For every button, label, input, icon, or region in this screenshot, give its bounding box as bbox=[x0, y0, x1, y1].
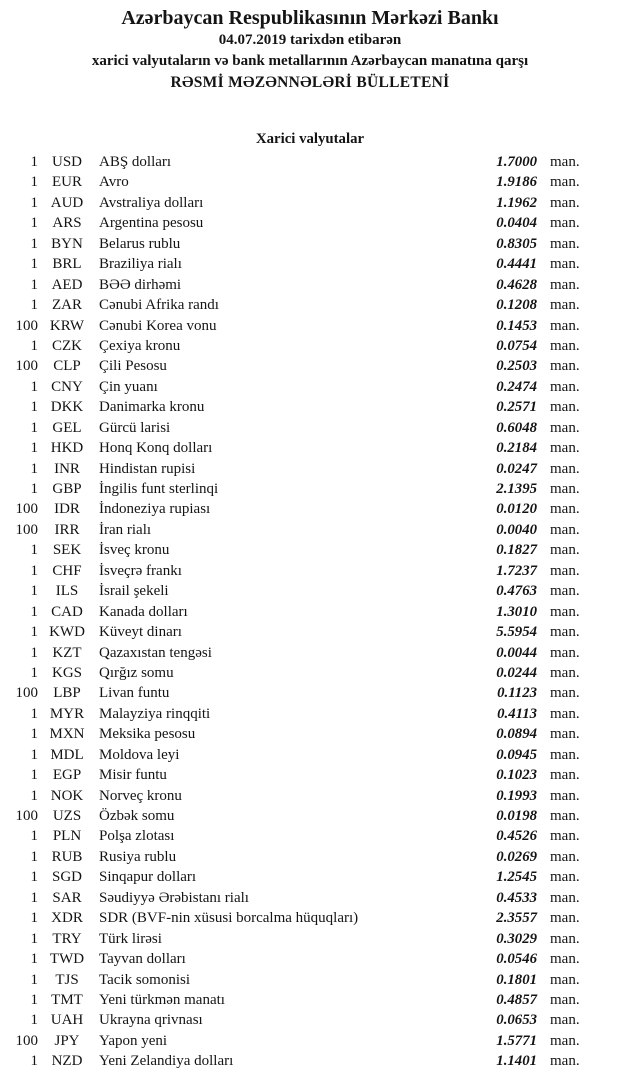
unit-label: man. bbox=[550, 603, 580, 620]
table-row bbox=[0, 704, 620, 724]
unit-label: man. bbox=[550, 1012, 580, 1029]
quantity-value: 1 bbox=[30, 419, 38, 436]
quantity-value: 1 bbox=[30, 194, 38, 211]
currency-name: Kanada dolları bbox=[99, 603, 188, 620]
currency-code: UAH bbox=[50, 1012, 84, 1029]
table-row bbox=[0, 806, 620, 826]
unit-label: man. bbox=[550, 644, 580, 661]
unit-label: man. bbox=[550, 1053, 580, 1070]
currency-name: Rusiya rublu bbox=[99, 848, 177, 865]
unit-label: man. bbox=[550, 276, 580, 293]
currency-name: Çin yuanı bbox=[99, 378, 158, 395]
unit-label: man. bbox=[550, 664, 580, 681]
quantity-value: 1 bbox=[30, 951, 38, 968]
unit-label: man. bbox=[550, 787, 580, 804]
quantity-value: 1 bbox=[30, 276, 38, 293]
table-row bbox=[0, 643, 620, 663]
unit-label: man. bbox=[550, 174, 580, 191]
rate-value: 1.3010 bbox=[496, 603, 537, 620]
unit-label: man. bbox=[550, 317, 580, 334]
currency-name: Cənubi Afrika randı bbox=[99, 297, 219, 314]
rate-value: 0.6048 bbox=[496, 419, 537, 436]
quantity-value: 1 bbox=[30, 481, 38, 497]
unit-label: man. bbox=[550, 808, 580, 824]
unit-label: man. bbox=[550, 562, 580, 579]
currency-name: Honq Konq dolları bbox=[99, 440, 213, 457]
currency-code: BYN bbox=[51, 235, 83, 252]
unit-label: man. bbox=[550, 154, 580, 170]
exchange-rates-table bbox=[0, 152, 620, 1072]
rate-value: 0.4526 bbox=[496, 828, 537, 845]
rate-value: 0.4763 bbox=[496, 583, 537, 600]
rate-value: 2.3557 bbox=[496, 910, 537, 927]
unit-label: man. bbox=[550, 726, 580, 743]
table-row bbox=[0, 765, 620, 785]
table-row bbox=[0, 152, 620, 172]
quantity-value: 1 bbox=[30, 583, 38, 600]
currency-code: CAD bbox=[51, 603, 83, 620]
rate-value: 0.4533 bbox=[496, 889, 537, 906]
rate-value: 0.1023 bbox=[496, 767, 537, 784]
table-row bbox=[0, 499, 620, 519]
rate-value: 0.3029 bbox=[496, 930, 537, 947]
currency-code: JPY bbox=[54, 1032, 80, 1049]
currency-name: Özbək somu bbox=[99, 808, 175, 824]
header-subtitle: xarici valyutaların və bank metallarının Azərbaycan manatına qarşı bbox=[91, 53, 529, 69]
quantity-value: 1 bbox=[30, 910, 38, 927]
table-row bbox=[0, 847, 620, 867]
currency-code: CZK bbox=[52, 337, 82, 354]
table-row bbox=[0, 459, 620, 479]
rate-value: 1.9186 bbox=[496, 174, 537, 191]
rate-value: 0.2503 bbox=[496, 358, 537, 375]
rate-value: 0.4857 bbox=[496, 991, 537, 1008]
currency-name: Yeni türkmən manatı bbox=[99, 991, 225, 1008]
rate-value: 0.0044 bbox=[496, 644, 537, 661]
currency-code: SAR bbox=[52, 889, 82, 906]
unit-label: man. bbox=[550, 1032, 580, 1049]
unit-label: man. bbox=[550, 705, 580, 722]
rate-value: 0.2474 bbox=[496, 378, 537, 395]
unit-label: man. bbox=[550, 399, 580, 416]
currency-name: Tacik somonisi bbox=[99, 971, 191, 988]
unit-label: man. bbox=[550, 869, 580, 886]
table-row bbox=[0, 888, 620, 908]
unit-label: man. bbox=[550, 337, 580, 354]
currency-name: Braziliya rialı bbox=[99, 256, 182, 273]
unit-label: man. bbox=[550, 215, 580, 232]
currency-code: ILS bbox=[55, 583, 79, 600]
rate-value: 0.0754 bbox=[496, 337, 537, 354]
rate-value: 0.0269 bbox=[496, 848, 537, 865]
quantity-value: 1 bbox=[30, 787, 38, 804]
table-row bbox=[0, 193, 620, 213]
currency-code: AUD bbox=[50, 194, 84, 211]
bulletin-title: RƏSMİ MƏZƏNNƏLƏRİ BÜLLETENİ bbox=[170, 74, 450, 91]
table-row bbox=[0, 826, 620, 846]
rate-value: 0.8305 bbox=[496, 235, 537, 252]
currency-name: Belarus rublu bbox=[99, 235, 181, 252]
currency-name: Çili Pesosu bbox=[99, 358, 167, 375]
currency-name: İsrail şekeli bbox=[99, 583, 169, 600]
quantity-value: 1 bbox=[30, 848, 38, 865]
table-row bbox=[0, 540, 620, 560]
currency-code: BRL bbox=[52, 256, 82, 273]
quantity-value: 1 bbox=[30, 930, 38, 947]
table-row bbox=[0, 377, 620, 397]
currency-name: Misir funtu bbox=[99, 767, 167, 784]
currency-code: MYR bbox=[49, 705, 85, 722]
section-title-foreign-currencies: Xarici valyutalar bbox=[255, 131, 365, 147]
currency-name: Livan funtu bbox=[99, 685, 170, 702]
unit-label: man. bbox=[550, 951, 580, 968]
currency-code: MXN bbox=[49, 726, 85, 743]
table-row bbox=[0, 336, 620, 356]
currency-code: XDR bbox=[51, 910, 83, 927]
table-row bbox=[0, 786, 620, 806]
quantity-value: 1 bbox=[30, 746, 38, 763]
quantity-value: 1 bbox=[30, 767, 38, 784]
rate-value: 0.0040 bbox=[496, 521, 537, 538]
rate-value: 0.0198 bbox=[496, 808, 537, 824]
bank-name-title: Azərbaycan Respublikasının Mərkəzi Bankı bbox=[121, 7, 499, 29]
unit-label: man. bbox=[550, 848, 580, 865]
currency-name: Yeni Zelandiya dolları bbox=[99, 1053, 234, 1070]
table-row bbox=[0, 479, 620, 499]
currency-code: IDR bbox=[54, 501, 80, 518]
currency-code: EUR bbox=[52, 174, 82, 191]
currency-code: IRR bbox=[54, 521, 80, 538]
quantity-value: 100 bbox=[15, 685, 38, 702]
currency-name: İsveç kronu bbox=[99, 542, 170, 559]
currency-code: TRY bbox=[52, 930, 82, 947]
currency-code: EGP bbox=[52, 767, 82, 784]
rate-value: 0.0546 bbox=[496, 951, 537, 968]
currency-name: Polşa zlotası bbox=[99, 828, 175, 845]
currency-code: TJS bbox=[55, 971, 79, 988]
quantity-value: 1 bbox=[30, 1012, 38, 1029]
quantity-value: 1 bbox=[30, 664, 38, 681]
quantity-value: 1 bbox=[30, 542, 38, 559]
quantity-value: 1 bbox=[30, 460, 38, 477]
rate-value: 0.4441 bbox=[496, 256, 537, 273]
table-row bbox=[0, 908, 620, 928]
rate-value: 0.1827 bbox=[496, 542, 537, 559]
document-header bbox=[0, 6, 620, 93]
unit-label: man. bbox=[550, 440, 580, 457]
quantity-value: 1 bbox=[30, 991, 38, 1008]
table-row bbox=[0, 581, 620, 601]
currency-name: Küveyt dinarı bbox=[99, 624, 182, 641]
quantity-value: 100 bbox=[15, 501, 38, 518]
table-row bbox=[0, 438, 620, 458]
unit-label: man. bbox=[550, 583, 580, 600]
currency-name: Qazaxıstan tengəsi bbox=[99, 644, 212, 661]
currency-code: SGD bbox=[51, 869, 82, 886]
currency-name: Norveç kronu bbox=[99, 787, 182, 804]
rate-value: 1.7237 bbox=[496, 562, 537, 579]
currency-code: KZT bbox=[52, 644, 82, 661]
quantity-value: 1 bbox=[30, 174, 38, 191]
rate-value: 0.0653 bbox=[496, 1012, 537, 1029]
currency-name: Sinqapur dolları bbox=[99, 869, 197, 886]
quantity-value: 1 bbox=[30, 562, 38, 579]
unit-label: man. bbox=[550, 930, 580, 947]
quantity-value: 1 bbox=[30, 297, 38, 314]
table-row bbox=[0, 622, 620, 642]
currency-name: BƏƏ dirhəmi bbox=[99, 276, 182, 293]
rate-value: 0.0945 bbox=[496, 746, 537, 763]
currency-code: USD bbox=[51, 154, 82, 170]
currency-name: SDR (BVF-nin xüsusi borcalma hüquqları) bbox=[99, 910, 359, 927]
unit-label: man. bbox=[550, 256, 580, 273]
quantity-value: 1 bbox=[30, 337, 38, 354]
currency-name: Gürcü larisi bbox=[99, 419, 171, 436]
quantity-value: 1 bbox=[30, 828, 38, 845]
currency-code: RUB bbox=[51, 848, 83, 865]
unit-label: man. bbox=[550, 235, 580, 252]
currency-code: SEK bbox=[52, 542, 82, 559]
rate-value: 0.1801 bbox=[496, 971, 537, 988]
unit-label: man. bbox=[550, 481, 580, 497]
table-row bbox=[0, 1031, 620, 1051]
currency-code: HKD bbox=[50, 440, 84, 457]
currency-name: Türk lirəsi bbox=[99, 930, 162, 947]
table-row bbox=[0, 561, 620, 581]
table-row bbox=[0, 724, 620, 744]
table-row bbox=[0, 213, 620, 233]
currency-code: CHF bbox=[52, 562, 82, 579]
quantity-value: 1 bbox=[30, 726, 38, 743]
table-row bbox=[0, 970, 620, 990]
currency-code: PLN bbox=[52, 828, 82, 845]
unit-label: man. bbox=[550, 991, 580, 1008]
currency-code: UZS bbox=[52, 808, 82, 824]
effective-date-line: 04.07.2019 tarixdən etibarən bbox=[218, 32, 402, 48]
table-row bbox=[0, 745, 620, 765]
currency-code: GEL bbox=[52, 419, 82, 436]
table-row bbox=[0, 520, 620, 540]
quantity-value: 1 bbox=[30, 399, 38, 416]
currency-name: İngilis funt sterlinqi bbox=[99, 481, 219, 497]
table-row bbox=[0, 1051, 620, 1071]
currency-name: Ukrayna qrivnası bbox=[99, 1012, 203, 1029]
rate-value: 1.1401 bbox=[496, 1053, 537, 1070]
rate-value: 5.5954 bbox=[496, 624, 537, 641]
quantity-value: 1 bbox=[30, 971, 38, 988]
currency-name: ABŞ dolları bbox=[99, 154, 172, 170]
unit-label: man. bbox=[550, 542, 580, 559]
rate-value: 0.1123 bbox=[497, 685, 537, 702]
quantity-value: 1 bbox=[30, 603, 38, 620]
unit-label: man. bbox=[550, 194, 580, 211]
unit-label: man. bbox=[550, 746, 580, 763]
quantity-value: 1 bbox=[30, 1053, 38, 1070]
unit-label: man. bbox=[550, 501, 580, 518]
unit-label: man. bbox=[550, 767, 580, 784]
unit-label: man. bbox=[550, 971, 580, 988]
unit-label: man. bbox=[550, 685, 580, 702]
currency-code: KRW bbox=[49, 317, 85, 334]
rate-value: 0.1453 bbox=[496, 317, 537, 334]
currency-name: Danimarka kronu bbox=[99, 399, 205, 416]
unit-label: man. bbox=[550, 889, 580, 906]
table-row bbox=[0, 929, 620, 949]
currency-name: Meksika pesosu bbox=[99, 726, 196, 743]
rate-value: 1.7000 bbox=[496, 154, 537, 170]
currency-code: TMT bbox=[51, 991, 83, 1008]
rate-value: 1.5771 bbox=[496, 1032, 537, 1049]
quantity-value: 1 bbox=[30, 889, 38, 906]
table-row bbox=[0, 316, 620, 336]
currency-code: KGS bbox=[51, 664, 82, 681]
table-row bbox=[0, 602, 620, 622]
currency-name: Qırğız somu bbox=[99, 664, 174, 681]
table-row bbox=[0, 254, 620, 274]
table-row bbox=[0, 397, 620, 417]
currency-code: DKK bbox=[50, 399, 84, 416]
quantity-value: 1 bbox=[30, 235, 38, 252]
table-row bbox=[0, 663, 620, 683]
table-row bbox=[0, 1010, 620, 1030]
table-row bbox=[0, 172, 620, 192]
table-row bbox=[0, 867, 620, 887]
currency-name: Hindistan rupisi bbox=[99, 460, 196, 477]
table-row bbox=[0, 356, 620, 376]
currency-name: Yapon yeni bbox=[99, 1032, 168, 1049]
table-row bbox=[0, 990, 620, 1010]
currency-code: LBP bbox=[53, 685, 81, 702]
rate-value: 1.2545 bbox=[496, 869, 537, 886]
unit-label: man. bbox=[550, 297, 580, 314]
currency-name: İsveçrə frankı bbox=[99, 562, 182, 579]
currency-code: TWD bbox=[49, 951, 85, 968]
table-row bbox=[0, 295, 620, 315]
unit-label: man. bbox=[550, 521, 580, 538]
rate-value: 0.1208 bbox=[496, 297, 537, 314]
currency-code: KWD bbox=[49, 624, 85, 641]
unit-label: man. bbox=[550, 460, 580, 477]
currency-name: Avstraliya dolları bbox=[99, 194, 204, 211]
quantity-value: 1 bbox=[30, 256, 38, 273]
unit-label: man. bbox=[550, 419, 580, 436]
currency-name: Argentina pesosu bbox=[99, 215, 204, 232]
currency-name: Malayziya rinqqiti bbox=[99, 705, 211, 722]
quantity-value: 1 bbox=[30, 624, 38, 641]
quantity-value: 100 bbox=[15, 808, 38, 824]
unit-label: man. bbox=[550, 624, 580, 641]
currency-name: İndoneziya rupiası bbox=[99, 501, 211, 518]
currency-code: CNY bbox=[51, 378, 83, 395]
currency-name: Moldova leyi bbox=[99, 746, 180, 763]
quantity-value: 100 bbox=[15, 317, 38, 334]
currency-code: GBP bbox=[52, 481, 82, 497]
quantity-value: 100 bbox=[15, 521, 38, 538]
unit-label: man. bbox=[550, 910, 580, 927]
table-row bbox=[0, 234, 620, 254]
unit-label: man. bbox=[550, 828, 580, 845]
quantity-value: 1 bbox=[30, 154, 38, 170]
table-row bbox=[0, 949, 620, 969]
quantity-value: 1 bbox=[30, 378, 38, 395]
rate-value: 2.1395 bbox=[496, 481, 537, 497]
currency-name: Avro bbox=[99, 174, 129, 191]
quantity-value: 100 bbox=[15, 358, 38, 375]
currency-code: MDL bbox=[50, 746, 84, 763]
quantity-value: 1 bbox=[30, 705, 38, 722]
rate-value: 0.2571 bbox=[496, 399, 537, 416]
quantity-value: 1 bbox=[30, 215, 38, 232]
unit-label: man. bbox=[550, 358, 580, 375]
unit-label: man. bbox=[550, 378, 580, 395]
currency-name: İran rialı bbox=[99, 521, 152, 538]
currency-code: CLP bbox=[53, 358, 81, 375]
rate-value: 0.0247 bbox=[496, 460, 537, 477]
currency-code: INR bbox=[54, 460, 80, 477]
rate-value: 0.4628 bbox=[496, 276, 537, 293]
rate-value: 0.0120 bbox=[496, 501, 537, 518]
rate-value: 0.2184 bbox=[496, 440, 537, 457]
currency-name: Çexiya kronu bbox=[99, 337, 181, 354]
currency-code: ZAR bbox=[52, 297, 82, 314]
quantity-value: 1 bbox=[30, 644, 38, 661]
table-row bbox=[0, 418, 620, 438]
quantity-value: 100 bbox=[15, 1032, 38, 1049]
currency-code: ARS bbox=[52, 215, 82, 232]
rate-value: 0.0404 bbox=[496, 215, 537, 232]
table-row bbox=[0, 275, 620, 295]
currency-code: NZD bbox=[51, 1053, 83, 1070]
quantity-value: 1 bbox=[30, 869, 38, 886]
currency-code: NOK bbox=[50, 787, 84, 804]
rate-value: 0.0244 bbox=[496, 664, 537, 681]
rate-value: 1.1962 bbox=[496, 194, 537, 211]
currency-code: AED bbox=[51, 276, 83, 293]
currency-name: Səudiyyə Ərəbistanı rialı bbox=[99, 889, 249, 906]
rate-value: 0.0894 bbox=[496, 726, 537, 743]
rate-value: 0.4113 bbox=[497, 705, 537, 722]
table-row bbox=[0, 683, 620, 703]
quantity-value: 1 bbox=[30, 440, 38, 457]
currency-name: Cənubi Korea vonu bbox=[99, 317, 217, 334]
rate-value: 0.1993 bbox=[496, 787, 537, 804]
currency-name: Tayvan dolları bbox=[99, 951, 186, 968]
